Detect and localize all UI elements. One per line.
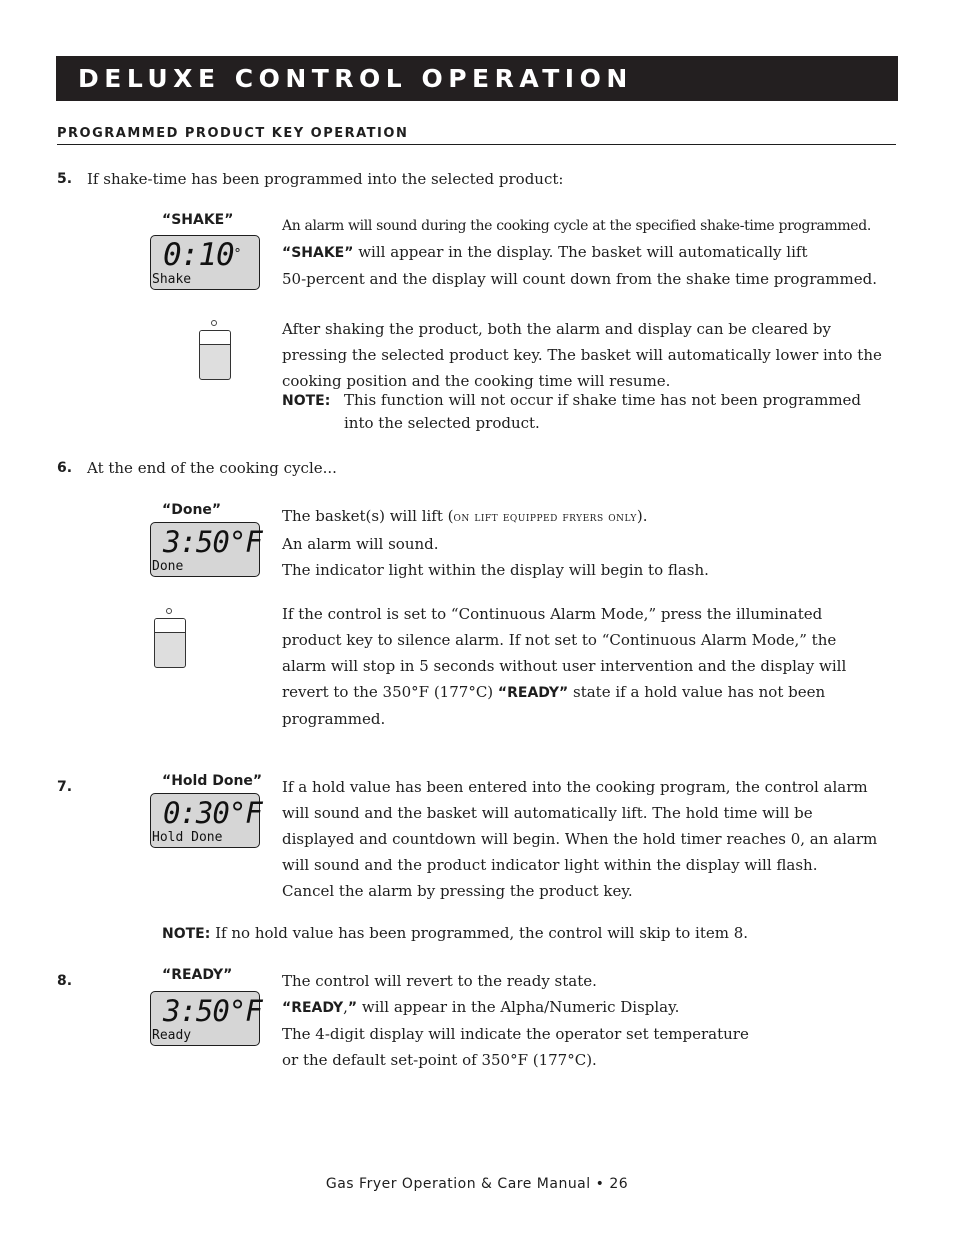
step-5-p2-line-1: After shaking the product, both the alarm and display can be cleared by [282,320,832,338]
shake-display-value [163,238,240,272]
hold-done-display-label: Hold Done [152,830,223,845]
step-6-p1-line-1 [282,503,709,531]
product-key-icon [199,330,231,380]
step-6-p1-line-2: An alarm will sound. [282,535,439,553]
step-8-line-4: or the default set-point of 350°F (177°C). [282,1051,597,1069]
step-5-note-line-2: into the selected product. [344,414,540,432]
shake-keyword: “SHAKE” [282,245,354,261]
ready-keyword-comma: , [343,998,348,1016]
shake-display-label: Shake [152,272,192,287]
done-display-label: Done [152,559,184,574]
note-label: NOTE: [282,393,331,409]
step-8-line-2-rest: will appear in the Alpha/Numeric Display. [357,998,680,1016]
step-8-line-2 [282,994,749,1021]
step-8-number: 8. [57,973,73,989]
shake-display-time: 0:10 [163,237,234,273]
step-6-p2-line-3: alarm will stop in 5 seconds without user intervention and the display will [282,657,847,675]
step-5-note-line-1 [282,389,862,412]
lift-equipped-note: on lift equipped fryers only [453,510,637,525]
note-label: NOTE: [162,926,211,942]
step-5-paragraph-1 [282,213,877,292]
step-6-p2-line-5: programmed. [282,710,386,728]
shake-display-degree: ° [233,247,241,262]
ready-display-caption: “READY” [162,967,233,983]
product-key-indicator-light [211,320,217,326]
done-lcd-display [150,522,260,577]
step-6-p2-line-2: product key to silence alarm. If not set to “Continuous Alarm Mode,” the [282,631,837,649]
step-6-intro: At the end of the cooking cycle... [87,459,337,477]
step-5-p2-line-2: pressing the selected product key. The basket will automatically lower into the [282,346,882,364]
page-title: DELUXE CONTROL OPERATION [78,64,633,93]
hold-done-display-value: 0:30°F [163,796,262,830]
step-6-p2-line-4-end: state if a hold value has not been [568,683,826,701]
section-heading: PROGRAMMED PRODUCT KEY OPERATION [57,126,896,145]
step-7-number: 7. [57,779,73,795]
step-8-line-1: The control will revert to the ready state. [282,972,597,990]
step-8-paragraph [282,968,749,1073]
product-key-button[interactable] [199,320,233,386]
ready-keyword-close-quote: ” [347,1000,358,1016]
step-6-p1-line-3: The indicator light within the display will begin to flash. [282,561,709,579]
step-5-p1-line-3: 50-percent and the display will count down from the shake time programmed. [282,270,877,288]
product-key-indicator-light [166,608,172,614]
step-8-line-3: The 4-digit display will indicate the operator set temperature [282,1025,749,1043]
step-5-paragraph-2 [282,316,882,394]
page-title-banner [56,56,898,101]
product-key-icon [154,618,186,668]
step-5-intro: If shake-time has been programmed into the selected product: [87,170,564,188]
shake-lcd-display [150,235,260,290]
step-6-paragraph-1 [282,503,709,583]
step-7-line-1: If a hold value has been entered into the cooking program, the control alarm [282,778,868,796]
step-7-note-text: If no hold value has been programmed, the control will skip to item 8. [210,924,749,942]
step-6-number: 6. [57,460,73,476]
page-footer: Gas Fryer Operation & Care Manual • 26 [325,1176,629,1192]
step-7-note [162,920,748,947]
done-display-value: 3:50°F [163,525,262,559]
step-7-line-3: displayed and countdown will begin. When the hold timer reaches 0, an alarm [282,830,878,848]
shake-display-caption: “SHAKE” [162,212,234,228]
ready-keyword: “READY” [497,685,569,701]
step-6-p2-line-4 [282,679,846,706]
step-5-p2-line-3: cooking position and the cooking time will resume. [282,372,671,390]
step-5-p1-line-2-rest: will appear in the display. The basket will automatically lift [353,243,808,261]
done-display-caption: “Done” [162,502,222,518]
hold-done-display-caption: “Hold Done” [162,773,263,789]
step-6-p2-line-4-start: revert to the 350°F (177°C) [282,683,498,701]
step-6-p1-line-1-end: ). [636,507,648,525]
step-6-p2-line-1: If the control is set to “Continuous Alarm Mode,” press the illuminated [282,605,823,623]
hold-done-lcd-display [150,793,260,848]
ready-lcd-display [150,991,260,1046]
step-5-p1-line-2 [282,239,877,266]
step-7-line-5: Cancel the alarm by pressing the product key. [282,882,633,900]
step-7-line-2: will sound and the basket will automatically lift. The hold time will be [282,804,813,822]
ready-display-label: Ready [152,1028,192,1043]
step-5-p1-line-1: An alarm will sound during the cooking cycle at the specified shake-time programmed. [282,218,871,234]
step-7-line-4: will sound and the product indicator light within the display will flash. [282,856,818,874]
ready-display-value: 3:50°F [163,994,262,1028]
step-7-paragraph [282,774,877,904]
ready-keyword-2: “READY [282,1000,344,1016]
step-5-number: 5. [57,171,73,187]
step-5-note-text-1: This function will not occur if shake time has not been programmed [344,391,862,409]
product-key-button-2[interactable] [154,608,188,674]
step-5-note [282,389,862,434]
step-6-p1-line-1-start: The basket(s) will lift ( [282,507,454,525]
step-6-paragraph-2 [282,601,846,732]
